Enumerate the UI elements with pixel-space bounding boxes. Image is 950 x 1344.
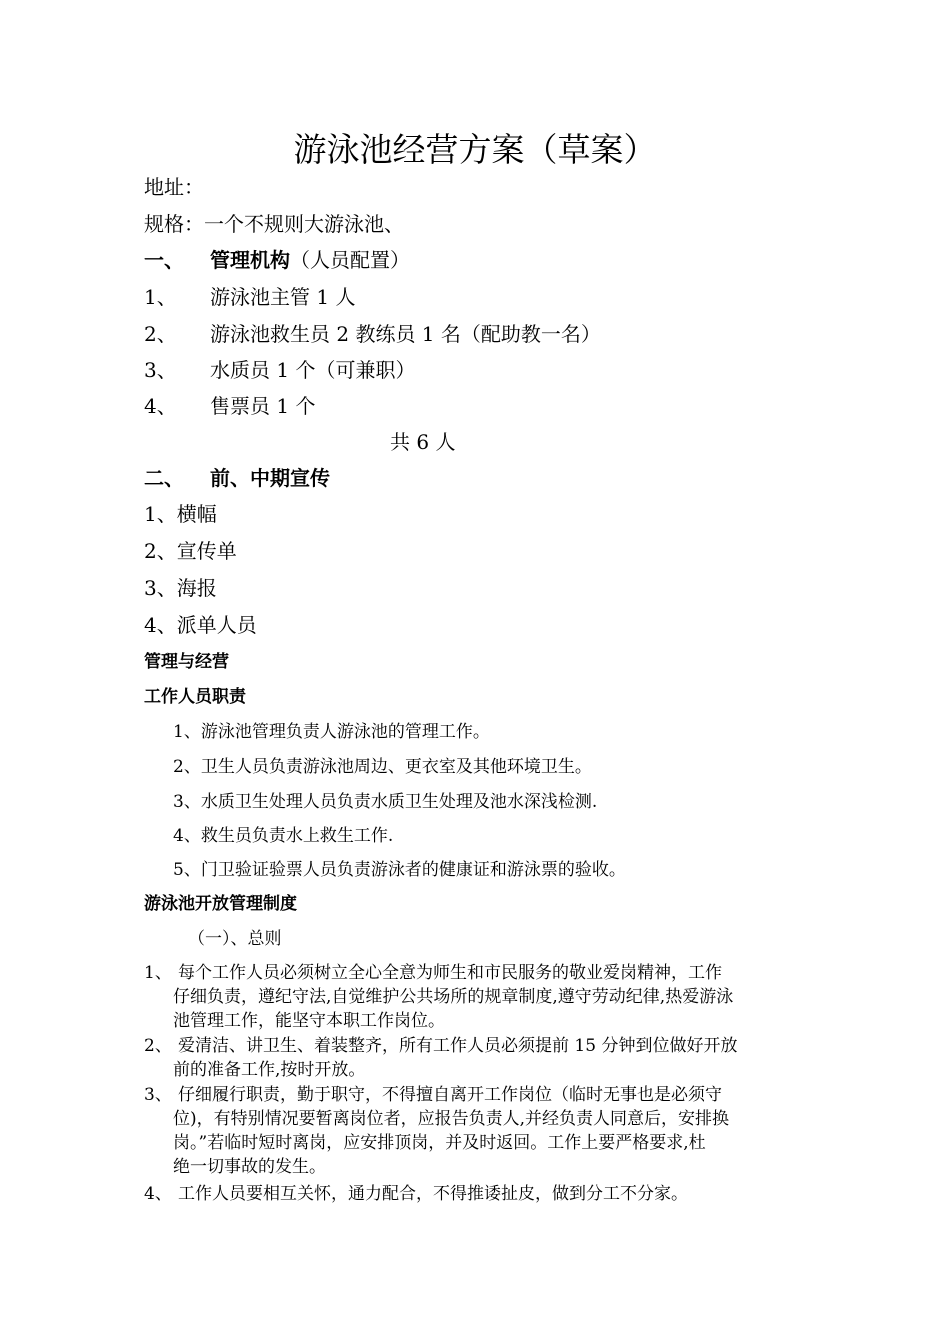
rule-number: 3、 bbox=[144, 1085, 172, 1105]
section-2-number: 二、 bbox=[144, 466, 184, 490]
rule-line: 前的准备工作,按时开放。 bbox=[173, 1060, 366, 1080]
rule-line: 池管理工作，能坚守本职工作岗位。 bbox=[173, 1011, 445, 1031]
duty-item: 3、水质卫生处理人员负责水质卫生处理及池水深浅检测. bbox=[173, 792, 598, 812]
duty-item: 2、卫生人员负责游泳池周边、更衣室及其他环境卫生。 bbox=[173, 757, 592, 777]
list-item-text: 游泳池救生员 2 教练员 1 名（配助教一名） bbox=[210, 322, 601, 346]
section-2-heading bbox=[144, 464, 330, 492]
rules-heading: 游泳池开放管理制度 bbox=[144, 894, 297, 914]
general-heading: （一）、总则 bbox=[188, 929, 282, 949]
list-item-number: 3、 bbox=[144, 358, 177, 382]
duty-item: 1、游泳池管理负责人游泳池的管理工作。 bbox=[173, 722, 490, 742]
document-title: 游泳池经营方案（草案） bbox=[293, 130, 657, 169]
rule-number: 2、 bbox=[144, 1036, 172, 1056]
list-item: 1、横幅 bbox=[144, 502, 217, 526]
list-item-number: 1、 bbox=[144, 285, 177, 309]
list-item: 3、海报 bbox=[144, 576, 217, 600]
list-item: 4、派单人员 bbox=[144, 613, 257, 637]
rule-line: 位)，有特别情况要暂离岗位者，应报告负责人,并经负责人同意后，安排换 bbox=[173, 1109, 730, 1129]
rule-line: 岗。”若临时短时离岗，应安排顶岗，并及时返回。工作上要严格要求,杜 bbox=[173, 1133, 706, 1153]
list-item bbox=[144, 392, 315, 420]
list-item-text: 水质员 1 个（可兼职） bbox=[210, 358, 416, 382]
spec-line: 规格：一个不规则大游泳池、 bbox=[144, 212, 404, 236]
list-item: 2、宣传单 bbox=[144, 539, 237, 563]
rule-number: 4、 bbox=[144, 1184, 172, 1204]
section-1-heading-bold: 管理机构 bbox=[210, 248, 290, 272]
section-2-heading-text: 前、中期宣传 bbox=[210, 466, 330, 490]
rule-line: 工作人员要相互关怀，通力配合，不得推诿扯皮，做到分工不分家。 bbox=[178, 1184, 688, 1204]
rule-line: 每个工作人员必须树立全心全意为师生和市民服务的敬业爱岗精神，工作 bbox=[178, 963, 722, 983]
list-item-text: 游泳池主管 1 人 bbox=[210, 285, 356, 309]
duty-item: 4、救生员负责水上救生工作. bbox=[173, 826, 394, 846]
rule-line: 仔细负责，遵纪守法,自觉维护公共场所的规章制度,遵守劳动纪律,热爱游泳 bbox=[173, 987, 734, 1007]
address-line: 地址： bbox=[144, 175, 204, 199]
section-1-number: 一、 bbox=[144, 248, 184, 272]
staff-total: 共 6 人 bbox=[390, 430, 456, 454]
section-1-heading-rest: （人员配置） bbox=[290, 248, 410, 272]
section-1-heading bbox=[144, 246, 410, 274]
list-item bbox=[144, 283, 355, 311]
duties-heading: 工作人员职责 bbox=[144, 687, 246, 707]
rule-line: 仔细履行职责，勤于职守，不得擅自离开工作岗位（临时无事也是必须守 bbox=[178, 1085, 722, 1105]
duty-item: 5、门卫验证验票人员负责游泳者的健康证和游泳票的验收。 bbox=[173, 860, 626, 880]
rule-line: 爱清洁、讲卫生、着装整齐，所有工作人员必须提前 15 分钟到位做好开放 bbox=[178, 1036, 738, 1056]
rule-line: 绝一切事故的发生。 bbox=[173, 1157, 326, 1177]
list-item-text: 售票员 1 个 bbox=[210, 394, 316, 418]
list-item-number: 2、 bbox=[144, 322, 177, 346]
rule-number: 1、 bbox=[144, 963, 172, 983]
list-item bbox=[144, 356, 415, 384]
list-item bbox=[144, 320, 601, 348]
list-item-number: 4、 bbox=[144, 394, 177, 418]
management-heading: 管理与经营 bbox=[144, 652, 229, 672]
